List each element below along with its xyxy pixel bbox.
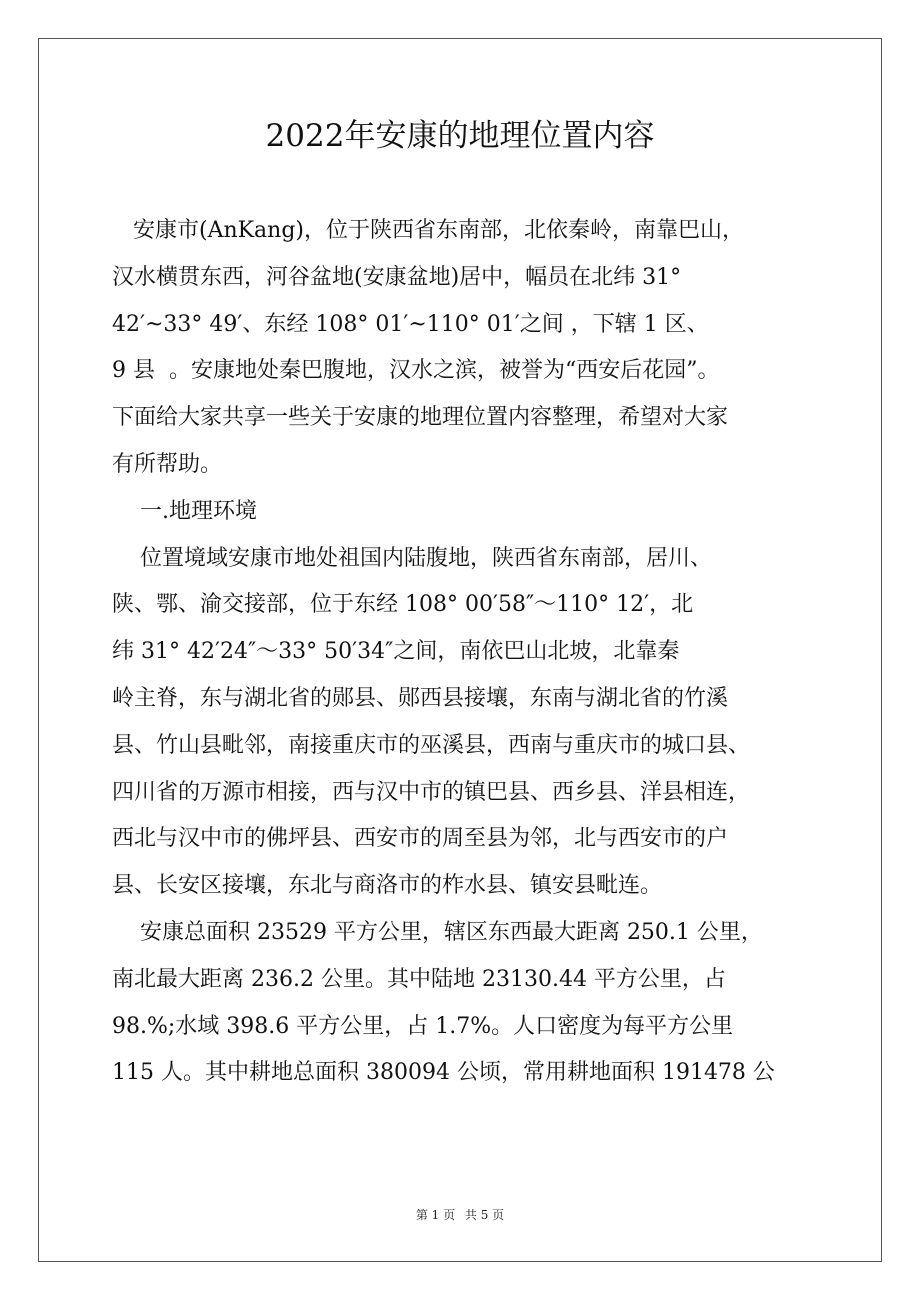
body-line: 98.%;水域 398.6 平方公里，占 1.7%。人口密度为每平方公里 [112, 1013, 734, 1039]
body-line: 9 县 。安康地处秦巴腹地，汉水之滨，被誉为“西安后花园”。 [112, 358, 720, 384]
body-line: 汉水横贯东西，河谷盆地(安康盆地)居中，幅员在北纬 31° [112, 264, 682, 290]
document-title: 2022年安康的地理位置内容 [265, 118, 655, 154]
section-heading: 一.地理环境 [112, 498, 257, 524]
page-number: 第 1 页 [415, 1208, 456, 1222]
body-line: 纬 31° 42′24″～33° 50′34″之间，南依巴山北坡，北靠秦 [112, 639, 680, 665]
body-line: 县、长安区接壤，东北与商洛市的柞水县、镇安县毗连。 [112, 873, 663, 899]
body-line: 安康总面积 23529 平方公里，辖区东西最大距离 250.1 公里， [112, 919, 763, 945]
body-line: 42′~33° 49′、东经 108° 01′~110° 01′之间 ，下辖 1 区、 [112, 311, 709, 337]
body-line: 陕、鄂、渝交接部，位于东经 108° 00′58″～110° 12′，北 [112, 592, 694, 618]
page-total: 共 5 页 [464, 1208, 505, 1222]
body-line: 县、竹山县毗邻，南接重庆市的巫溪县，西南与重庆市的城口县、 [112, 732, 751, 758]
body-line: 西北与汉中市的佛坪县、西安市的周至县为邻，北与西安市的户 [112, 826, 729, 852]
body-line: 位置境域安康市地处祖国内陆腹地，陕西省东南部，居川、 [112, 545, 712, 571]
document-body [112, 208, 812, 1097]
body-line: 115 人。其中耕地总面积 380094 公顷，常用耕地面积 191478 公 [112, 1060, 775, 1086]
body-line: 南北最大距离 236.2 公里。其中陆地 23130.44 平方公里，占 [112, 966, 726, 992]
body-line: 有所帮助。 [112, 451, 223, 477]
body-line: 安康市(AnKang)，位于陕西省东南部，北依秦岭，南靠巴山， [112, 218, 745, 243]
body-line: 下面给大家共享一些关于安康的地理位置内容整理，希望对大家 [112, 405, 729, 431]
page-footer [0, 1207, 920, 1223]
body-line: 岭主脊，东与湖北省的郧县、郧西县接壤，东南与湖北省的竹溪 [112, 685, 729, 711]
body-line: 四川省的万源市相接，西与汉中市的镇巴县、西乡县、洋县相连， [112, 779, 751, 805]
